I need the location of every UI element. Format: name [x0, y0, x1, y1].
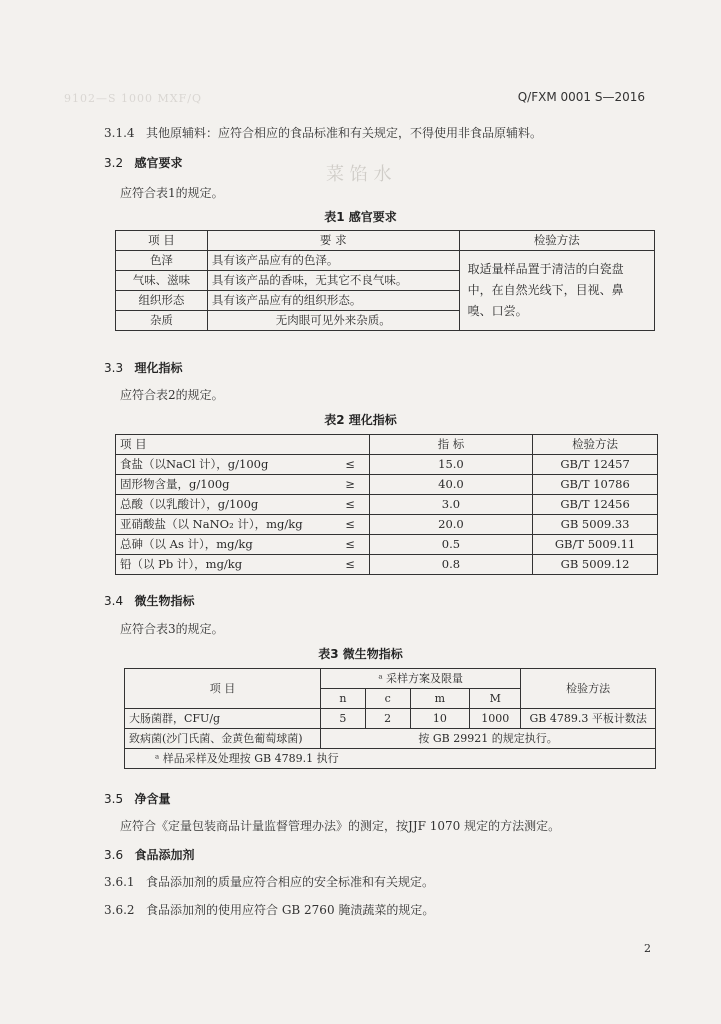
method-cell: GB 5009.12	[533, 555, 658, 575]
bleed-through-text: 9102—S 1000 MXF/Q	[64, 92, 202, 105]
M-cell: 1000	[470, 709, 521, 729]
value-cell: 0.8	[369, 555, 532, 575]
table-header-row	[116, 231, 655, 251]
section-number: 3.2	[104, 156, 124, 170]
table2-physicochemical	[115, 434, 658, 575]
item-cell: 气味、滋味	[116, 271, 208, 291]
item-cell: 大肠菌群，CFU/g	[125, 709, 321, 729]
table-note: ᵃ 样品采样及处理按 GB 4789.1 执行	[125, 749, 656, 769]
header-cell: 项 目	[116, 435, 370, 455]
header-cell: 检验方法	[521, 669, 656, 709]
subheader-cell: m	[410, 689, 470, 709]
clause-number: 3.6.1	[104, 875, 135, 889]
bleed-through-mark: 菜 馅 水	[326, 164, 392, 185]
section-title: 食品添加剂	[134, 848, 195, 862]
table-header-row	[125, 669, 656, 689]
section-number: 3.5	[104, 792, 124, 806]
item-cell: 总砷（以 As 计），mg/kg	[116, 535, 332, 555]
table1-caption: 表1 感官要求	[324, 210, 397, 224]
method-cell: GB/T 5009.11	[533, 535, 658, 555]
section-3-2-text: 应符合表1的规定。	[120, 186, 224, 200]
section-number: 3.4	[104, 594, 124, 608]
item-cell: 总酸（以乳酸计），g/100g	[116, 495, 332, 515]
clause-3-1-4	[104, 124, 542, 141]
method-cell: 取适量样品置于清洁的白瓷盘中，在自然光线下，目视、鼻嗅、口尝。	[459, 251, 654, 331]
table-row	[116, 251, 655, 271]
table-row	[125, 709, 656, 729]
value-cell: 20.0	[369, 515, 532, 535]
item-cell: 铅（以 Pb 计），mg/kg	[116, 555, 332, 575]
subheader-cell: c	[365, 689, 410, 709]
section-3-6-heading	[104, 846, 195, 863]
standard-code: Q/FXM 0001 S—2016	[517, 90, 645, 104]
method-cell: GB/T 12456	[533, 495, 658, 515]
operator-cell: ≥	[331, 475, 369, 495]
operator-cell: ≤	[331, 535, 369, 555]
table-row	[116, 515, 658, 535]
clause-number: 3.6.2	[104, 903, 135, 917]
section-title: 微生物指标	[134, 594, 195, 608]
page-number: 2	[644, 942, 651, 955]
operator-cell: ≤	[331, 495, 369, 515]
table-row	[116, 555, 658, 575]
section-3-4-text: 应符合表3的规定。	[120, 622, 224, 636]
table2-caption: 表2 理化指标	[324, 413, 397, 427]
requirement-cell: 无肉眼可见外来杂质。	[207, 311, 459, 331]
clause-number: 3.1.4	[104, 126, 135, 140]
section-title: 感官要求	[134, 156, 183, 170]
item-cell: 组织形态	[116, 291, 208, 311]
header-cell: 指 标	[369, 435, 532, 455]
table-note-row	[125, 749, 656, 769]
header-cell: ᵃ 采样方案及限量	[321, 669, 521, 689]
clause-3-6-2	[104, 901, 434, 918]
section-number: 3.6	[104, 848, 124, 862]
value-cell: 15.0	[369, 455, 532, 475]
value-cell: 0.5	[369, 535, 532, 555]
item-cell: 色泽	[116, 251, 208, 271]
requirement-cell: 具有该产品应有的色泽。	[207, 251, 459, 271]
section-number: 3.3	[104, 361, 124, 375]
m-cell: 10	[410, 709, 470, 729]
clause-3-6-1	[104, 873, 434, 890]
method-cell: GB 5009.33	[533, 515, 658, 535]
header-cell: 项 目	[116, 231, 208, 251]
method-cell: GB/T 10786	[533, 475, 658, 495]
section-3-4-heading	[104, 592, 195, 609]
operator-cell: ≤	[331, 455, 369, 475]
method-cell: GB 4789.3 平板计数法	[521, 709, 656, 729]
item-cell: 致病菌(沙门氏菌、金黄色葡萄球菌)	[125, 729, 321, 749]
table-row	[116, 455, 658, 475]
operator-cell: ≤	[331, 515, 369, 535]
c-cell: 2	[365, 709, 410, 729]
requirement-cell: 具有该产品的香味，无其它不良气味。	[207, 271, 459, 291]
header-cell: 检验方法	[533, 435, 658, 455]
table-row	[116, 535, 658, 555]
item-cell: 杂质	[116, 311, 208, 331]
section-title: 净含量	[134, 792, 171, 806]
requirement-cell: 具有该产品应有的组织形态。	[207, 291, 459, 311]
n-cell: 5	[321, 709, 366, 729]
item-cell: 固形物含量，g/100g	[116, 475, 332, 495]
section-3-5-heading	[104, 790, 171, 807]
section-3-2-heading	[104, 154, 183, 171]
item-cell: 亚硝酸盐（以 NaNO₂ 计），mg/kg	[116, 515, 332, 535]
section-3-3-heading	[104, 359, 183, 376]
value-cell: 3.0	[369, 495, 532, 515]
table-row	[116, 475, 658, 495]
table1-sensory	[115, 230, 655, 331]
value-cell: 40.0	[369, 475, 532, 495]
header-cell: 检验方法	[459, 231, 654, 251]
method-cell: GB/T 12457	[533, 455, 658, 475]
table-row	[125, 729, 656, 749]
table-header-row	[116, 435, 658, 455]
clause-text: 其他原辅料：应符合相应的食品标准和有关规定，不得使用非食品原辅料。	[146, 126, 543, 140]
clause-text: 食品添加剂的使用应符合 GB 2760 腌渍蔬菜的规定。	[146, 903, 435, 917]
subheader-cell: M	[470, 689, 521, 709]
table-row	[116, 495, 658, 515]
table3-caption: 表3 微生物指标	[318, 647, 403, 661]
section-title: 理化指标	[134, 361, 183, 375]
header-cell: 要 求	[207, 231, 459, 251]
operator-cell: ≤	[331, 555, 369, 575]
section-3-5-text: 应符合《定量包装商品计量监督管理办法》的测定，按JJF 1070 规定的方法测定。	[120, 819, 561, 833]
section-3-3-text: 应符合表2的规定。	[120, 388, 224, 402]
subheader-cell: n	[321, 689, 366, 709]
rule-cell: 按 GB 29921 的规定执行。	[321, 729, 656, 749]
clause-text: 食品添加剂的质量应符合相应的安全标准和有关规定。	[146, 875, 435, 889]
item-cell: 食盐（以NaCl 计），g/100g	[116, 455, 332, 475]
table3-microbiological	[124, 668, 656, 769]
header-cell: 项 目	[125, 669, 321, 709]
